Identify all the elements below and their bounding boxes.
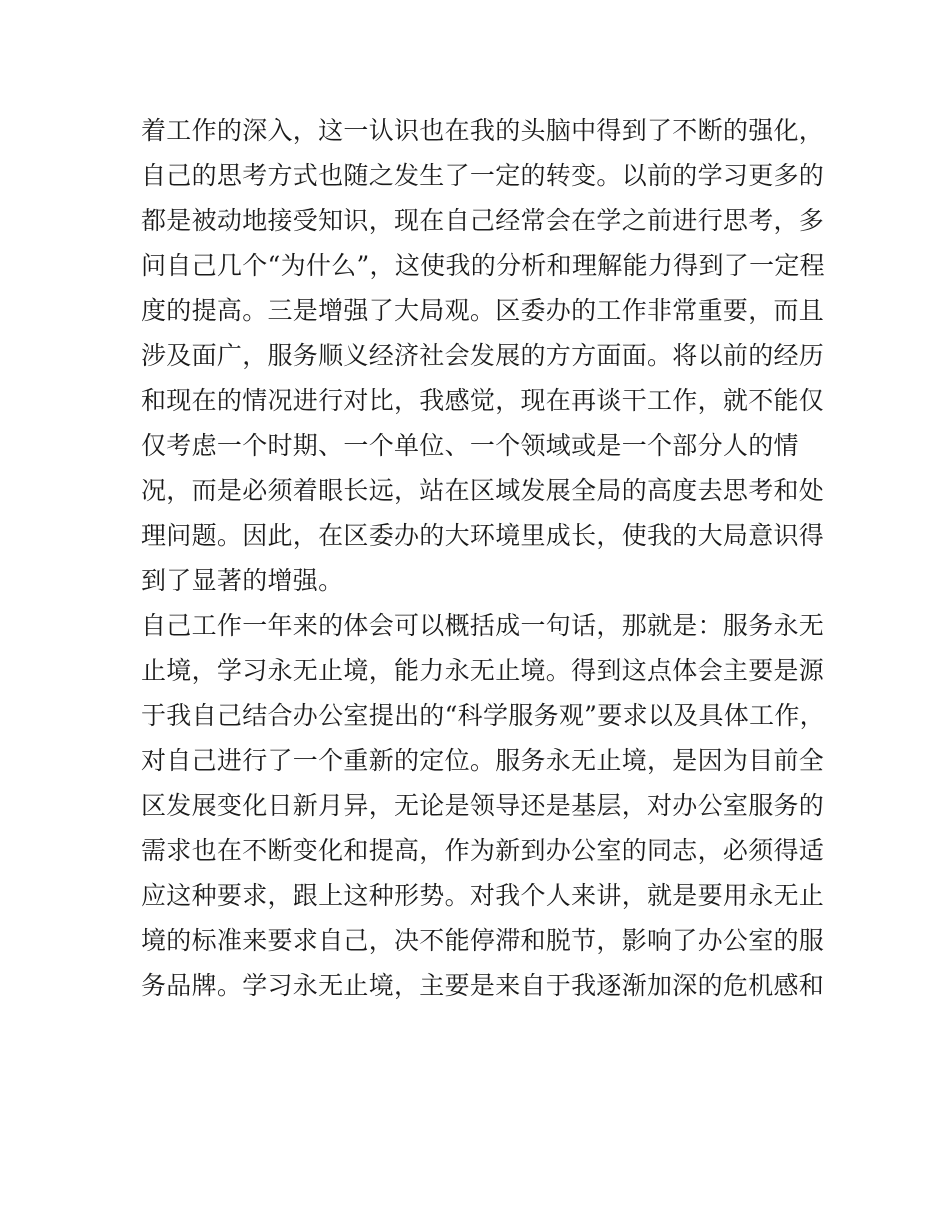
text-line: 涉及面广，服务顺义经济社会发展的方方面面。将以前的经历 [141,341,825,370]
text-line: 到了显著的增强。 [141,566,344,595]
text-line: 于我自己结合办公室提出的“科学服务观”要求以及具体工作， [141,701,825,730]
text-line: 仅考虑一个时期、一个单位、一个领域或是一个部分人的情 [141,431,799,460]
text-line: 和现在的情况进行对比，我感觉，现在再谈干工作，就不能仅 [141,386,825,415]
body-text [141,108,831,1008]
text-line: 需求也在不断变化和提高，作为新到办公室的同志，必须得适 [141,836,825,865]
text-line: 止境，学习永无止境，能力永无止境。得到这点体会主要是源 [141,656,825,685]
text-line: 对自己进行了一个重新的定位。服务永无止境，是因为目前全 [141,746,825,775]
text-line: 境的标准来要求自己，决不能停滞和脱节，影响了办公室的服 [141,926,825,955]
text-line: 着工作的深入，这一认识也在我的头脑中得到了不断的强化， [141,116,825,145]
text-line: 度的提高。三是增强了大局观。区委办的工作非常重要，而且 [141,296,825,325]
text-line: 问自己几个“为什么”，这使我的分析和理解能力得到了一定程 [141,251,825,280]
text-line: 都是被动地接受知识，现在自己经常会在学之前进行思考，多 [141,206,825,235]
text-line: 应这种要求，跟上这种形势。对我个人来讲，就是要用永无止 [141,881,825,910]
text-line: 区发展变化日新月异，无论是领导还是基层，对办公室服务的 [141,791,825,820]
paragraph-start-line: 自己工作一年来的体会可以概括成一句话，那就是：服务永无 [141,611,825,640]
text-line: 况，而是必须着眼长远，站在区域发展全局的高度去思考和处 [141,476,825,505]
text-line: 自己的思考方式也随之发生了一定的转变。以前的学习更多的 [141,161,825,190]
text-line: 务品牌。学习永无止境，主要是来自于我逐渐加深的危机感和 [141,971,825,1000]
text-line: 理问题。因此，在区委办的大环境里成长，使我的大局意识得 [141,521,825,550]
